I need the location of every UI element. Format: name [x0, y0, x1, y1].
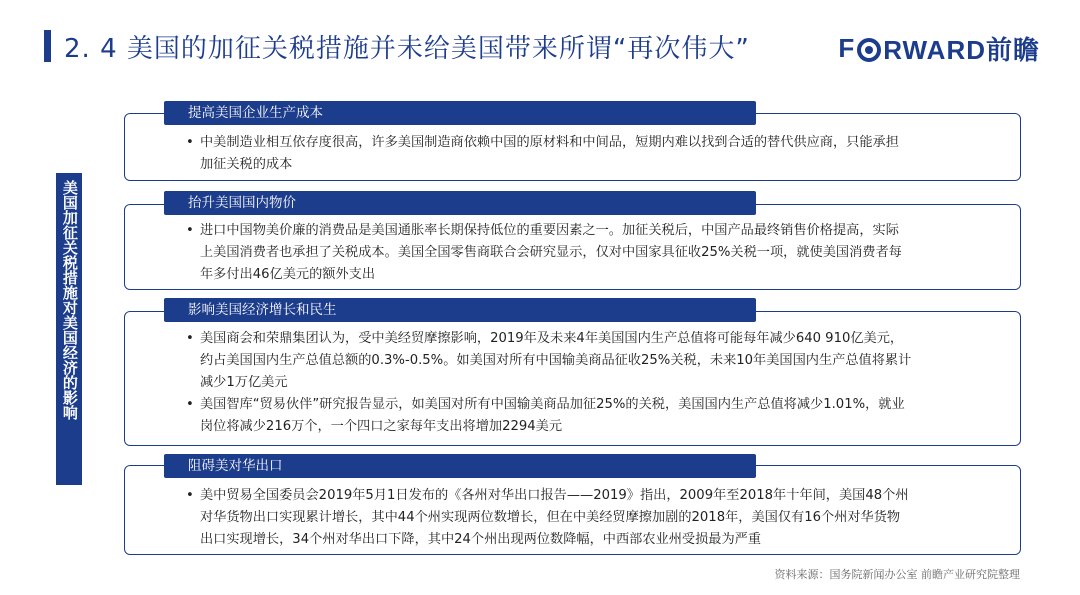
section-heading-1: 提高美国企业生产成本 [164, 101, 756, 125]
section-body-4 [186, 485, 912, 551]
section-body-1 [186, 132, 912, 176]
bullet-item: • 中美制造业相互依存度很高，许多美国制造商依赖中国的原材料和中间品，短期内难以找到合适的替代供应商，只能承担加征关税的成本 [186, 132, 912, 176]
bullet-item: • 进口中国物美价廉的消费品是美国通胀率长期保持低位的重要因素之一。加征关税后，中国产品最终销售价格提高，实际上美国消费者也承担了关税成本。美国全国零售商联合会研究显示，仅对中国家具征收25%关税一项，就使美国消费者每年多付出46亿美元的额外支出 [186, 220, 912, 286]
bullet-item: • 美中贸易全国委员会2019年5月1日发布的《各州对华出口报告——2019》指出，2009年至2018年十年间，美国48个州对华货物出口实现累计增长，其中44个州实现两位数增长，但在中美经贸摩擦加剧的2018年，美国仅有16个州对华货物出口实现增长，34个州对华出口下降，其中24个州出现两位数降幅，中西部农业州受损最为严重 [186, 485, 912, 551]
title-accent-bar [44, 30, 51, 62]
section-heading-3: 影响美国经济增长和民生 [164, 298, 756, 322]
forward-logo [838, 30, 1040, 67]
section-body-2 [186, 220, 912, 286]
page-title: 2. 4 美国的加征关税措施并未给美国带来所谓“再次伟大” [64, 34, 750, 64]
bullet-item: • 美国商会和荣鼎集团认为，受中美经贸摩擦影响，2019年及未来4年美国国内生产总值将可能每年减少640 910亿美元，约占美国国内生产总值总额的0.3%-0.5%。如美国对所有中国输美商品征收25%关税，未来10年美国国内生产总值将累计减少1万亿美元 [186, 328, 912, 394]
logo-text: RWARD前瞻 [883, 35, 1040, 65]
logo-letter-f: F [838, 33, 856, 63]
logo-o-icon [857, 38, 881, 62]
section-heading-4: 阻碍美对华出口 [164, 454, 756, 478]
source-note: 资料来源：国务院新闻办公室 前瞻产业研究院整理 [774, 568, 1020, 581]
bullet-item: • 美国智库“贸易伙伴”研究报告显示，如美国对所有中国输美商品加征25%的关税，美国国内生产总值将减少1.01%，就业岗位将减少216万个，一个四口之家每年支出将增加2294美元 [186, 394, 912, 438]
section-body-3 [186, 328, 912, 438]
side-label: 美国加征关税措施对美国经济的影响 [56, 173, 82, 485]
section-heading-2: 抬升美国国内物价 [164, 191, 756, 215]
